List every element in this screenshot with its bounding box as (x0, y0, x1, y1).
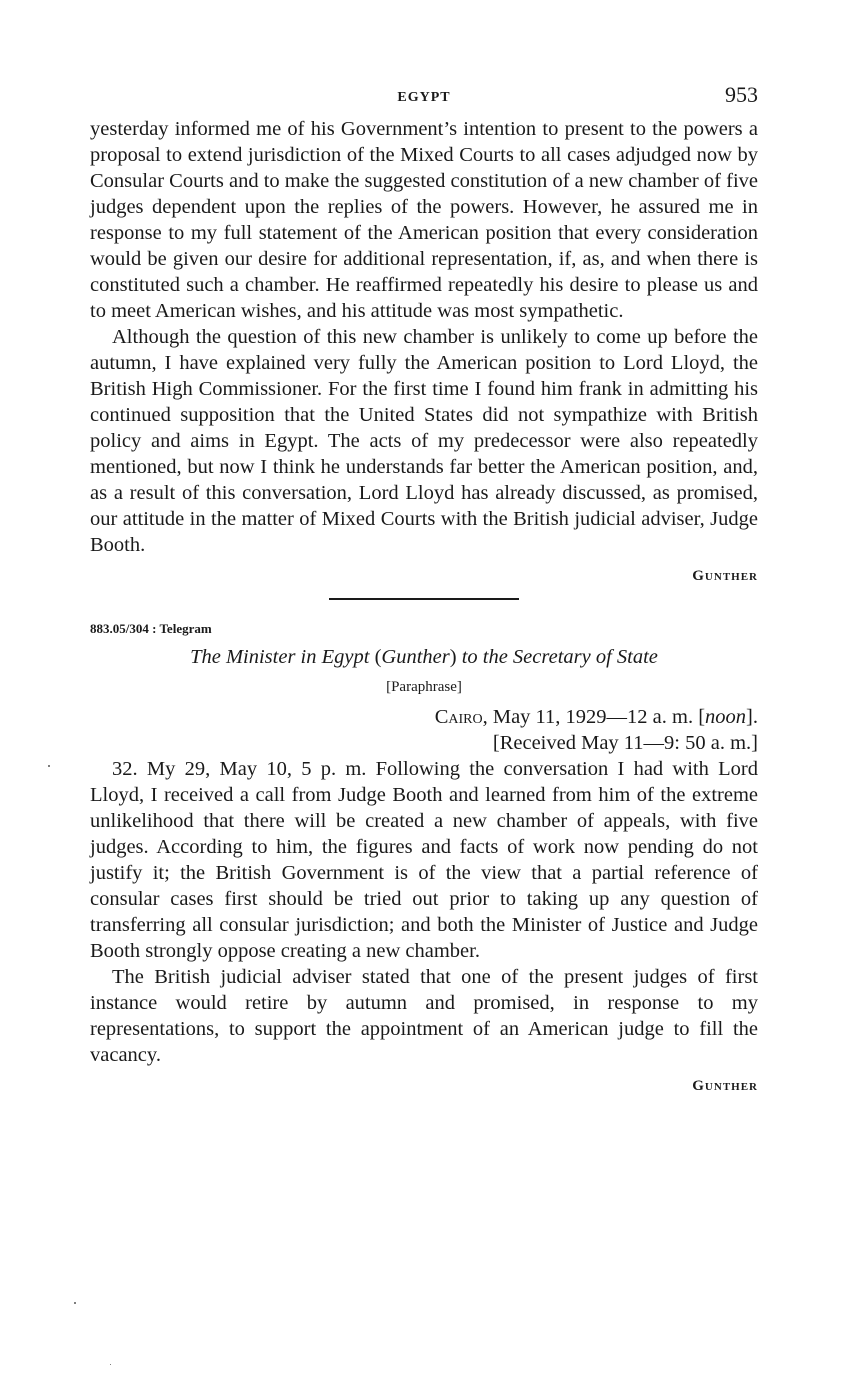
paragraph-continued: yesterday informed me of his Government’s intention to present to the powers a proposal to extend jurisdiction of the Mixed Courts to all cases adjudged now by Consular Courts and to make the suggested constitution of a new chamber of five judges dependent upon the replies of the powers. However, he assured me in response to my full statement of the American position that every consideration would be given our desire for additional representation, if, as, and when there is constituted such a chamber. He reaffirmed repeatedly his desire to please us and to meet American wishes, and his attitude was most sympathetic. (90, 118, 758, 322)
document-title (90, 644, 758, 670)
title-close: ) (449, 646, 462, 668)
running-head (90, 80, 758, 116)
page-number: 953 (725, 82, 758, 107)
title-part1: The Minister in Egypt (190, 646, 370, 668)
stray-mark (110, 1364, 111, 1365)
stray-mark (48, 765, 50, 767)
dateline-end: ]. (746, 706, 758, 728)
title-name: Gunther (381, 646, 450, 668)
paragraph: Although the question of this new chamber is unlikely to come up before the autumn, I have explained very fully the American position to Lord Lloyd, the British High Commissioner. For the first time I found him frank in admitting his continued supposition that the United States did not sympathize with British policy and aims in Egypt. The acts of my predecessor were also repeatedly mentioned, but now I think he understands far better the American position, and, as a result of this conversation, Lord Lloyd has already discussed, as promised, our attitude in the matter of Mixed Courts with the British judicial adviser, Judge Booth. (90, 326, 758, 556)
title-part2: to the Secretary of State (461, 646, 658, 668)
stray-mark (74, 1302, 76, 1304)
signature-name: Gunther (692, 568, 758, 584)
signature-name: Gunther (692, 1078, 758, 1094)
running-head-title: EGYPT (397, 90, 451, 105)
section-divider (329, 598, 519, 600)
paraphrase-note: [Paraphrase] (386, 679, 462, 695)
page-content (90, 80, 758, 1098)
signature (90, 564, 758, 588)
dateline-place: Cairo, (434, 706, 488, 728)
dateline-noon: noon (705, 706, 747, 728)
file-reference: 883.05/304 : Telegram (90, 621, 212, 636)
title-open: ( (369, 646, 382, 668)
dateline-date: May 11, 1929—12 a. m. [ (487, 706, 706, 728)
received-line: [Received May 11—9: 50 a. m.] (492, 732, 758, 754)
dateline (90, 704, 758, 730)
paragraph: The British judicial adviser stated that one of the present judges of first instance would retire by autumn and promised, in response to my representations, to support the appointment of an American judge to fill the vacancy. (90, 966, 758, 1066)
signature (90, 1074, 758, 1098)
paragraph: 32. My 29, May 10, 5 p. m. Following the conversation I had with Lord Lloyd, I received a call from Judge Booth and learned from him of the extreme unlikelihood that there will be created a new chamber of appeals, with five judges. According to him, the figures and facts of work now pending do not justify it; the British Government is of the view that a partial reference of consular cases first should be tried out prior to taking up any question of transferring all consular jurisdiction; and both the Minister of Justice and Judge Booth strongly oppose creating a new chamber. (90, 758, 758, 962)
